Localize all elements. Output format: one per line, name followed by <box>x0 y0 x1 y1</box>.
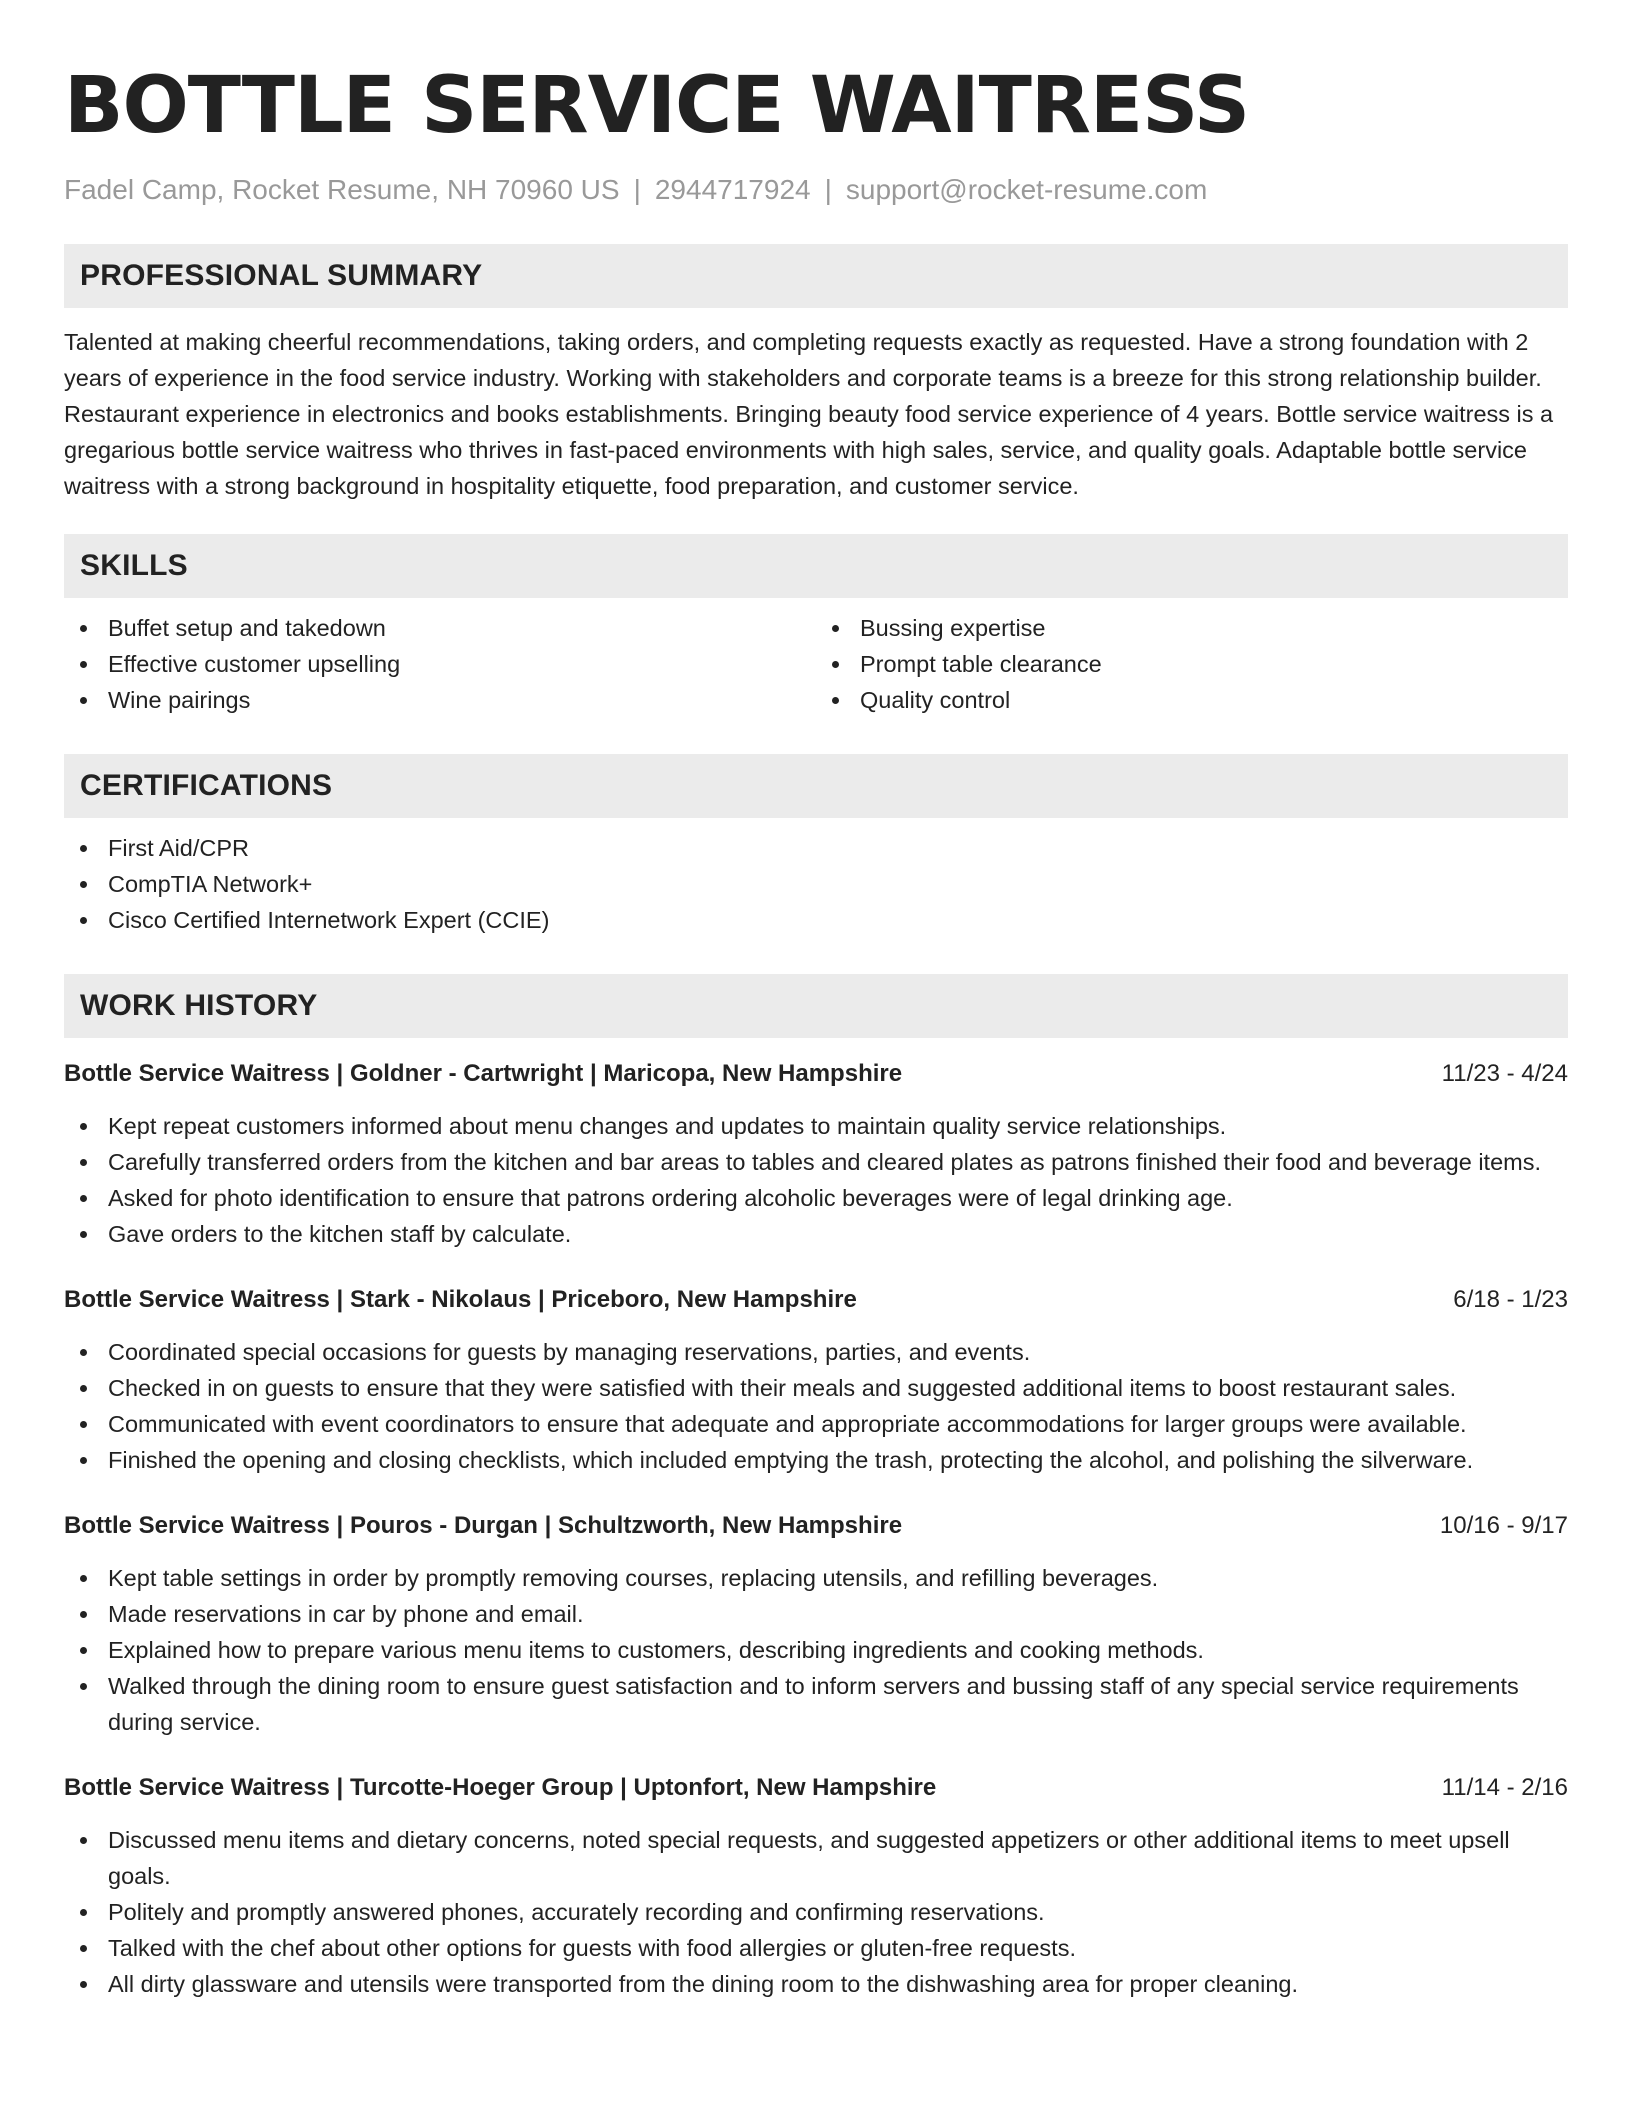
certification-item: CompTIA Network+ <box>64 866 1568 902</box>
skill-item: Bussing expertise <box>816 610 1568 646</box>
skills-list-left <box>64 610 816 718</box>
summary-heading: PROFESSIONAL SUMMARY <box>80 259 483 292</box>
skill-item: Buffet setup and takedown <box>64 610 816 646</box>
summary-section-header <box>64 244 1568 308</box>
job-title: Bottle Service Waitress | Goldner - Cartwright | Maricopa, New Hampshire <box>64 1060 903 1087</box>
skill-item: Prompt table clearance <box>816 646 1568 682</box>
job-header <box>64 1056 1568 1092</box>
job-bullet: Asked for photo identification to ensure that patrons ordering alcoholic beverages were of legal drinking age. <box>64 1180 1568 1216</box>
job-bullet: Gave orders to the kitchen staff by calculate. <box>64 1216 1568 1252</box>
job-bullet: Kept repeat customers informed about menu changes and updates to maintain quality service relationships. <box>64 1108 1568 1144</box>
job-bullet: Made reservations in car by phone and email. <box>64 1596 1568 1632</box>
job-header <box>64 1770 1568 1806</box>
job-bullet: All dirty glassware and utensils were transported from the dining room to the dishwashing area for proper cleaning. <box>64 1966 1568 2002</box>
contact-phone: 2944717924 <box>654 174 811 205</box>
job-bullet: Communicated with event coordinators to ensure that adequate and appropriate accommodations for larger groups were available. <box>64 1406 1568 1442</box>
skill-item: Effective customer upselling <box>64 646 816 682</box>
contact-separator: | <box>824 174 832 205</box>
job-bullets <box>64 1108 1568 1252</box>
job-bullet: Finished the opening and closing checklists, which included emptying the trash, protecting the alcohol, and polishing the silverware. <box>64 1442 1568 1478</box>
summary-text: Talented at making cheerful recommendations, taking orders, and completing requests exactly as requested. Have a strong foundation with 2 years of experience in the food service industry. Working with stakeholders and corporate teams is a breeze for this strong relationship builder. Restaurant experience in electronics and books establishments. Bringing beauty food service experience of 4 years. Bottle service waitress is a gregarious bottle service waitress who thrives in fast-paced environments with high sales, service, and quality goals. Adaptable bottle service waitress with a strong background in hospitality etiquette, food preparation, and customer service. <box>64 329 1554 499</box>
skills-heading: SKILLS <box>80 549 188 582</box>
contact-email: support@rocket-resume.com <box>845 174 1208 205</box>
job-entry <box>64 1056 1568 1252</box>
job-bullet: Carefully transferred orders from the kitchen and bar areas to tables and cleared plates as patrons finished their food and beverage items. <box>64 1144 1568 1180</box>
certifications-list <box>64 830 1568 938</box>
skill-item: Wine pairings <box>64 682 816 718</box>
job-bullet: Checked in on guests to ensure that they were satisfied with their meals and suggested additional items to boost restaurant sales. <box>64 1370 1568 1406</box>
job-header <box>64 1508 1568 1544</box>
job-dates: 11/23 - 4/24 <box>1441 1060 1568 1087</box>
certifications-section-header <box>64 754 1568 818</box>
work-history-section-header <box>64 974 1568 1038</box>
job-bullet: Walked through the dining room to ensure guest satisfaction and to inform servers and bussing staff of any special service requirements during service. <box>64 1668 1568 1740</box>
job-title: Bottle Service Waitress | Pouros - Durgan | Schultzworth, New Hampshire <box>64 1512 903 1539</box>
work-history-heading: WORK HISTORY <box>80 989 318 1022</box>
skill-item: Quality control <box>816 682 1568 718</box>
skills-grid <box>64 598 1568 718</box>
job-bullet: Explained how to prepare various menu items to customers, describing ingredients and cooking methods. <box>64 1632 1568 1668</box>
skills-section-header <box>64 534 1568 598</box>
job-entry <box>64 1508 1568 1740</box>
certification-item: First Aid/CPR <box>64 830 1568 866</box>
skills-list-right <box>816 610 1568 718</box>
job-bullets <box>64 1334 1568 1478</box>
contact-address: Fadel Camp, Rocket Resume, NH 70960 US <box>64 174 620 205</box>
job-bullet: Discussed menu items and dietary concerns, noted special requests, and suggested appetizers or other additional items to meet upsell goals. <box>64 1822 1568 1894</box>
job-bullet: Talked with the chef about other options for guests with food allergies or gluten-free requests. <box>64 1930 1568 1966</box>
job-bullets <box>64 1560 1568 1740</box>
job-title: Bottle Service Waitress | Turcotte-Hoeger Group | Uptonfort, New Hampshire <box>64 1774 937 1801</box>
contact-separator: | <box>633 174 641 205</box>
job-bullets <box>64 1822 1568 2002</box>
job-entry <box>64 1282 1568 1478</box>
job-bullet: Coordinated special occasions for guests by managing reservations, parties, and events. <box>64 1334 1568 1370</box>
job-dates: 10/16 - 9/17 <box>1439 1512 1568 1539</box>
job-dates: 11/14 - 2/16 <box>1441 1774 1568 1801</box>
job-dates: 6/18 - 1/23 <box>1453 1286 1568 1313</box>
job-bullet: Kept table settings in order by promptly removing courses, replacing utensils, and refilling beverages. <box>64 1560 1568 1596</box>
job-entry <box>64 1770 1568 2002</box>
resume-title: BOTTLE SERVICE WAITRESS <box>64 61 1250 151</box>
certifications-heading: CERTIFICATIONS <box>80 769 333 802</box>
job-title: Bottle Service Waitress | Stark - Nikolaus | Priceboro, New Hampshire <box>64 1286 857 1313</box>
job-header <box>64 1282 1568 1318</box>
contact-line <box>64 172 1568 208</box>
job-bullet: Politely and promptly answered phones, accurately recording and confirming reservations. <box>64 1894 1568 1930</box>
certification-item: Cisco Certified Internetwork Expert (CCIE) <box>64 902 1568 938</box>
